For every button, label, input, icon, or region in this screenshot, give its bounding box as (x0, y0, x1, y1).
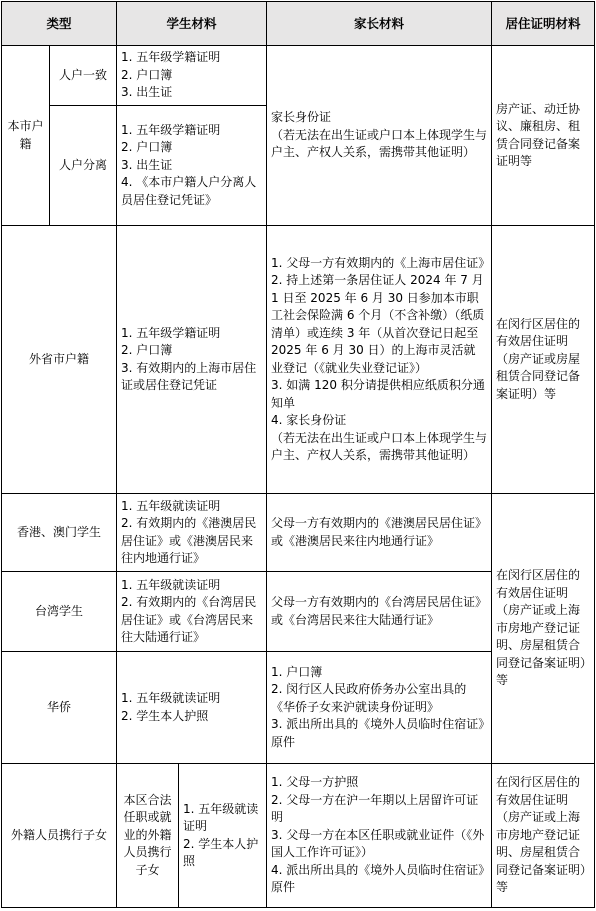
list-item: 4. 《本市户籍人户分离人员居住登记凭证》 (121, 175, 257, 207)
table-row (2, 226, 595, 494)
sub-label-same: 人户一致 (50, 46, 117, 106)
list-item: 1. 父母一方有效期内的《上海市居住证》 (271, 255, 491, 270)
table-row (2, 494, 595, 572)
category-foreign: 外籍人员携行子女 (2, 764, 117, 908)
header-parent: 家长材料 (267, 2, 492, 46)
table-row (2, 46, 595, 106)
list-item: 1. 五年级学籍证明 (121, 50, 221, 65)
list-item: 3. 有效期内的上海市居住证或居住登记凭证 (121, 360, 257, 392)
list-item: 2. 户口簿 (121, 67, 173, 82)
list-item: 3. 出生证 (121, 85, 173, 100)
student-materials-taiwan (117, 572, 267, 652)
residence-materials-foreign: 在闵行区居住的有效居住证明（房产证或上海市房地产登记证明、房屋租赁合同登记备案证明）等 (492, 764, 595, 908)
list-item: 家长身份证 (271, 110, 332, 125)
category-local: 本市户籍 (2, 46, 50, 226)
header-type: 类型 (2, 2, 117, 46)
list-item: 3. 如满 120 积分请提供相应纸质积分通知单 (271, 378, 485, 410)
category-overseas-chinese: 华侨 (2, 652, 117, 764)
student-materials-local-separate (117, 106, 267, 226)
list-item: 2. 有效期内的《台湾居民居住证》或《台湾居民来往大陆通行证》 (121, 595, 257, 644)
list-item: 1. 五年级就读证明 (183, 801, 259, 833)
header-student: 学生材料 (117, 2, 267, 46)
list-item: 2. 学生本人护照 (183, 836, 259, 868)
header-residence: 居住证明材料 (492, 2, 595, 46)
list-item: 1. 父母一方护照 (271, 775, 359, 790)
list-item: 2. 有效期内的《港澳居民居住证》或《港澳居民来往内地通行证》 (121, 516, 257, 565)
list-item: 2. 持上述第一条居住证人 2024 年 7 月 1 日至 2025 年 6 月 30 日参加本市职工社会保险满 6 个月（不含补缴）（纸质清单）或连续 3 年（从首次登记日起至 2025 年 6 月 30 日）的上海市灵活就业登记（《就业失业登记证》） (271, 273, 485, 375)
list-item: 1. 五年级就读证明 (121, 498, 221, 513)
category-taiwan: 台湾学生 (2, 572, 117, 652)
category-hk-macau: 香港、澳门学生 (2, 494, 117, 572)
student-materials-local-same (117, 46, 267, 106)
student-materials-hk-macau (117, 494, 267, 572)
list-item: （若无法在出生证或户口本上体现学生与户主、产权人关系，需携带其他证明） (271, 430, 488, 462)
admission-materials-table (1, 1, 595, 908)
parent-materials-foreign (267, 764, 492, 908)
list-item: （若无法在出生证或户口本上体现学生与户主、产权人关系，需携带其他证明） (271, 127, 488, 160)
list-item: 1. 五年级就读证明 (121, 577, 221, 592)
residence-materials-local: 房产证、动迁协议、廉租房、租赁合同登记备案证明等 (492, 46, 595, 226)
list-item: 2. 户口簿 (121, 343, 173, 357)
list-item: 2. 闵行区人民政府侨务办公室出具的《华侨子女来沪就读身份证明》 (271, 682, 467, 714)
table-row (2, 764, 595, 908)
parent-materials-overseas-chinese (267, 652, 492, 764)
residence-materials-other-province: 在闵行区居住的有效居住证明（房产证或房屋租赁合同登记备案证明）等 (492, 226, 595, 494)
list-item: 3. 出生证 (121, 157, 173, 172)
list-item: 3. 父母一方在本区任职或就业证件（《外国人工作许可证》） (271, 827, 485, 860)
list-item: 1. 五年级就读证明 (121, 691, 221, 705)
category-other-province: 外省市户籍 (2, 226, 117, 494)
student-materials-other-province (117, 226, 267, 494)
list-item: 3. 派出所出具的《境外人员临时住宿证》原件 (271, 717, 485, 749)
residence-materials-shared: 在闵行区居住的有效居住证明（房产证或上海市房地产登记证明、房屋租赁合同登记备案证明）等 (492, 494, 595, 764)
parent-materials-local (267, 46, 492, 226)
parent-materials-hk-macau: 父母一方有效期内的《港澳居民居住证》或《港澳居民来往内地通行证》 (267, 494, 492, 572)
list-item: 2. 学生本人护照 (121, 708, 209, 723)
student-materials-overseas-chinese (117, 652, 267, 764)
list-item: 4. 家长身份证 (271, 413, 347, 427)
list-item: 1. 五年级学籍证明 (121, 325, 221, 340)
list-item: 4. 派出所出具的《境外人员临时住宿证》原件 (271, 862, 485, 895)
sub-label-foreign: 本区合法任职或就业的外籍人员携行子女 (117, 764, 179, 908)
header-row (2, 2, 595, 46)
student-materials-foreign (179, 764, 267, 908)
parent-materials-taiwan: 父母一方有效期内的《台湾居民居住证》或《台湾居民来往大陆通行证》 (267, 572, 492, 652)
sub-label-separate: 人户分离 (50, 106, 117, 226)
list-item: 2. 父母一方在沪一年期以上居留许可证明 (271, 792, 479, 825)
list-item: 2. 户口簿 (121, 140, 173, 155)
list-item: 1. 五年级学籍证明 (121, 122, 221, 137)
parent-materials-other-province (267, 226, 492, 494)
list-item: 1. 户口簿 (271, 664, 323, 679)
